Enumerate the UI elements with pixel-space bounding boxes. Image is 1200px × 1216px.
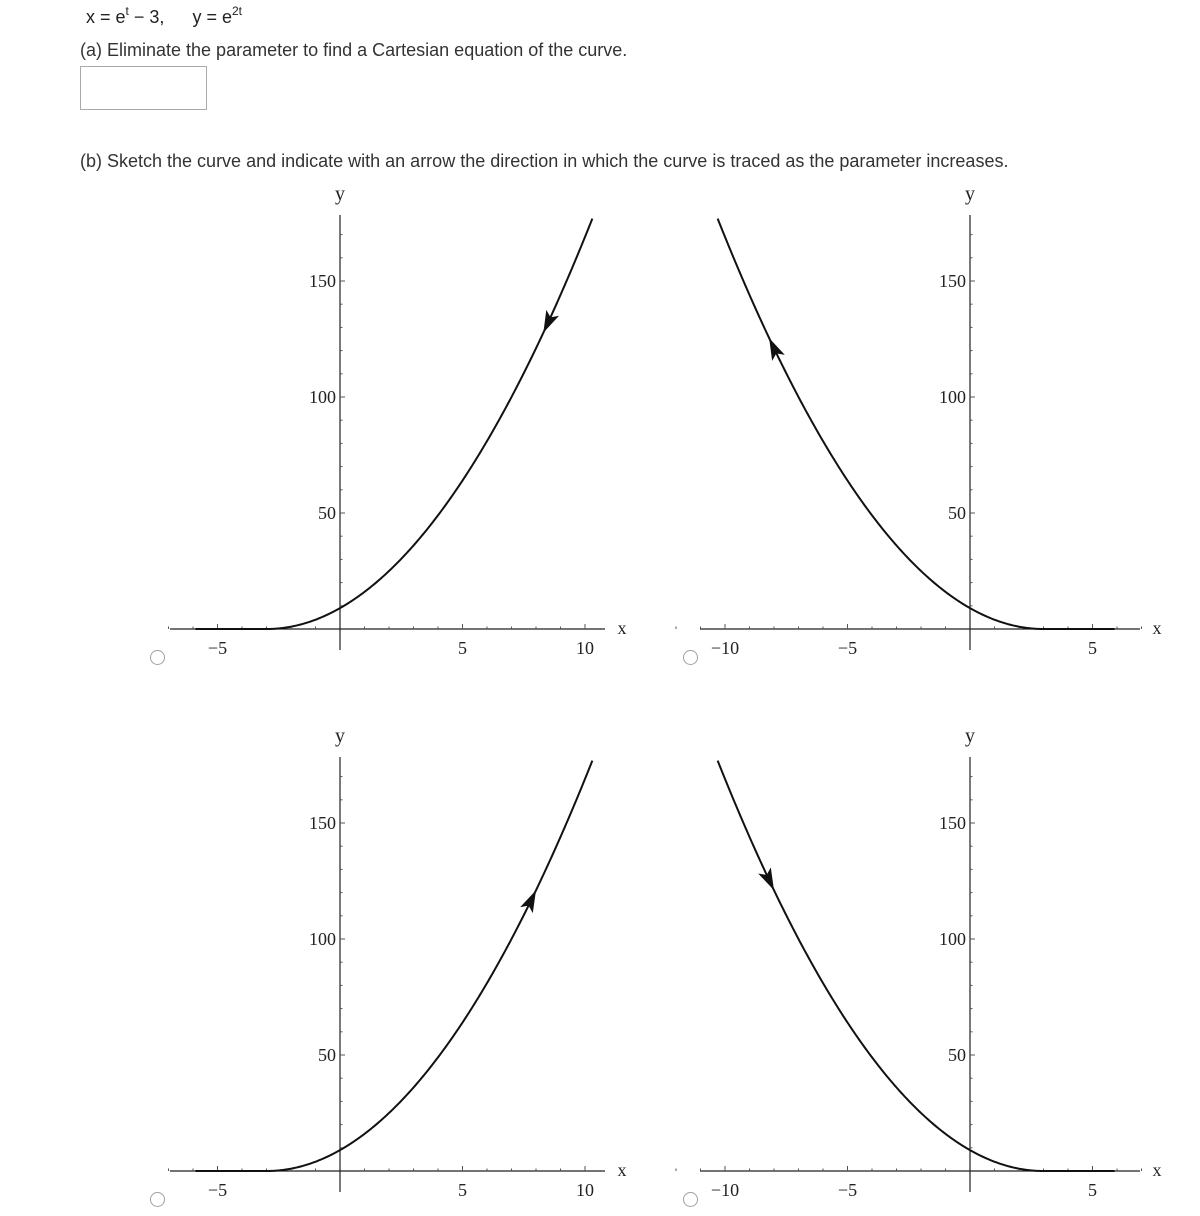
y-tick-label-top-left: 50 [318, 503, 336, 523]
y-axis-label-top-left: y [335, 183, 345, 205]
y-tick-label-top-right: 150 [939, 271, 966, 291]
question-b-label: (b) Sketch the curve and indicate with an arrow the direction in which the curve is traced as the parameter increases. [80, 151, 1009, 171]
y-axis-label-top-right: y [965, 183, 975, 205]
x-axis-label-bottom-left: x [617, 1160, 627, 1180]
x-axis-label-bottom-right: x [1152, 1160, 1162, 1180]
y-tick-label-top-left: 150 [309, 271, 336, 291]
y-tick-label-bottom-right: 150 [939, 813, 966, 833]
y-tick-label-top-left: 100 [309, 387, 336, 407]
x-tick-label-bottom-right: −10 [710, 1180, 740, 1200]
x-axis-label-top-right: x [1152, 618, 1162, 638]
x-tick-label-top-right: −5 [837, 638, 858, 658]
direction-arrow-bottom-right [758, 867, 774, 890]
y-equation: $y = e^{2t}$ [192, 4, 242, 27]
y-tick-label-bottom-left: 150 [309, 813, 336, 833]
question-a-label: (a) Eliminate the parameter to find a Cartesian equation of the curve. [80, 40, 628, 60]
x-tick-label-top-left: 5 [458, 638, 467, 658]
direction-arrow-bottom-left [520, 890, 536, 913]
x-axis-label-top-left: x [617, 618, 627, 638]
x-tick-label-bottom-left: 5 [458, 1180, 467, 1200]
x-tick-label-bottom-left: 10 [576, 1180, 594, 1200]
x-tick-label-bottom-right: −5 [837, 1180, 858, 1200]
y-tick-label-top-right: 100 [939, 387, 966, 407]
y-axis-label-bottom-right: y [965, 725, 975, 747]
x-tick-label-bottom-left: −5 [207, 1180, 228, 1200]
x-equation: $x = e^t - 3$, [86, 4, 165, 27]
curve-top-right [718, 219, 1044, 629]
direction-arrow-top-right [769, 338, 785, 361]
y-axis-label-bottom-left: y [335, 725, 345, 747]
x-tick-label-bottom-right: 5 [1088, 1180, 1097, 1200]
y-tick-label-bottom-right: 50 [948, 1045, 966, 1065]
x-tick-label-top-left: 10 [576, 638, 594, 658]
x-tick-label-top-left: −5 [207, 638, 228, 658]
y-tick-label-top-right: 50 [948, 503, 966, 523]
direction-arrow-top-left [543, 310, 559, 333]
x-tick-label-top-right: 5 [1088, 638, 1097, 658]
y-tick-label-bottom-right: 100 [939, 929, 966, 949]
y-tick-label-bottom-left: 100 [309, 929, 336, 949]
y-tick-label-bottom-left: 50 [318, 1045, 336, 1065]
curve-bottom-right [718, 761, 1044, 1171]
x-tick-label-top-right: −10 [710, 638, 740, 658]
